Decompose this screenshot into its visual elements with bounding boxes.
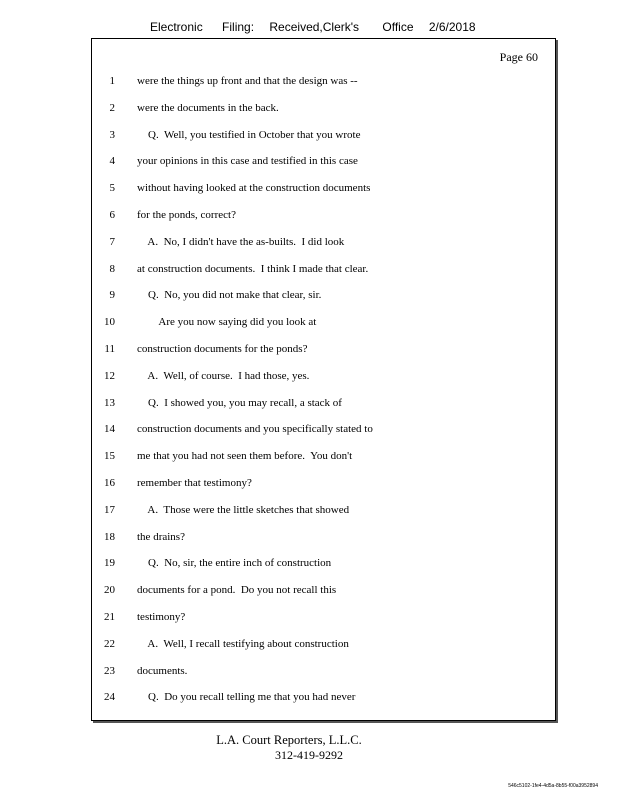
line-text: Q. No, sir, the entire inch of construction bbox=[137, 557, 332, 570]
line-number: 23 bbox=[104, 664, 115, 677]
line-text: A. Well, of course. I had those, yes. bbox=[137, 369, 310, 382]
line-number: 24 bbox=[104, 691, 115, 704]
line-number: 8 bbox=[109, 262, 115, 275]
transcript-line bbox=[91, 474, 556, 501]
line-text: your opinions in this case and testified in this case bbox=[137, 155, 358, 168]
transcript-line bbox=[91, 233, 556, 260]
filing-header-electronic: Electronic bbox=[150, 20, 203, 34]
transcript-line bbox=[91, 447, 556, 474]
line-text: Q. I showed you, you may recall, a stack of bbox=[137, 396, 342, 409]
transcript-line bbox=[91, 286, 556, 313]
line-text: testimony? bbox=[137, 610, 186, 623]
line-text: A. Well, I recall testifying about construction bbox=[137, 637, 349, 650]
line-text: Q. Well, you testified in October that you wrote bbox=[137, 128, 361, 141]
line-number: 3 bbox=[109, 128, 115, 141]
filing-header-filing: Filing: bbox=[222, 20, 255, 34]
transcript-line bbox=[91, 179, 556, 206]
line-number: 15 bbox=[104, 450, 115, 463]
line-text: documents. bbox=[137, 664, 188, 677]
transcript-line bbox=[91, 394, 556, 421]
page-number: Page 60 bbox=[499, 50, 538, 64]
line-text: construction documents and you specifically stated to bbox=[137, 423, 373, 436]
line-text: at construction documents. I think I made that clear. bbox=[137, 262, 369, 275]
line-text: Q. Do you recall telling me that you had never bbox=[137, 691, 356, 704]
footer-phone: 312-419-9292 bbox=[275, 748, 343, 762]
line-number: 16 bbox=[104, 476, 115, 489]
line-text: A. No, I didn't have the as-builts. I did look bbox=[137, 235, 345, 248]
line-text: the drains? bbox=[137, 530, 185, 543]
line-text: documents for a pond. Do you not recall this bbox=[137, 584, 337, 597]
line-number: 17 bbox=[104, 503, 115, 516]
line-text: were the things up front and that the design was -- bbox=[137, 75, 358, 87]
transcript-line bbox=[91, 608, 556, 635]
transcript-line bbox=[91, 260, 556, 287]
line-text: Q. No, you did not make that clear, sir. bbox=[137, 289, 322, 302]
line-text: A. Those were the little sketches that showed bbox=[137, 503, 350, 516]
line-number: 11 bbox=[104, 342, 115, 355]
line-text: without having looked at the construction documents bbox=[137, 182, 371, 195]
transcript-line bbox=[91, 554, 556, 581]
line-number: 7 bbox=[109, 235, 115, 248]
transcript-line bbox=[91, 126, 556, 153]
filing-header-date: 2/6/2018 bbox=[428, 20, 476, 34]
line-text: were the documents in the back. bbox=[137, 101, 279, 114]
transcript-line bbox=[91, 501, 556, 528]
line-number: 2 bbox=[109, 101, 115, 114]
transcript-line bbox=[91, 367, 556, 394]
transcript-line bbox=[91, 581, 556, 608]
transcript-line bbox=[91, 528, 556, 555]
transcript-line bbox=[91, 340, 556, 367]
transcript-line bbox=[91, 662, 556, 689]
transcript-line bbox=[91, 72, 556, 99]
line-text: Are you now saying did you look at bbox=[137, 316, 317, 329]
document-id: 546c5102-1fe4-4d5a-8b55-f00a3952894 bbox=[508, 783, 598, 789]
transcript-lines bbox=[91, 72, 556, 715]
line-number: 6 bbox=[109, 208, 115, 221]
line-number: 4 bbox=[109, 155, 115, 168]
line-number: 18 bbox=[104, 530, 115, 543]
line-number: 13 bbox=[104, 396, 115, 409]
line-text: for the ponds, correct? bbox=[137, 208, 236, 221]
transcript-line bbox=[91, 688, 556, 715]
transcript-line bbox=[91, 99, 556, 126]
transcript-line bbox=[91, 420, 556, 447]
line-number: 9 bbox=[109, 289, 115, 302]
filing-header-office: Office bbox=[382, 20, 414, 34]
line-number: 21 bbox=[104, 610, 115, 623]
transcript-line bbox=[91, 635, 556, 662]
line-text: construction documents for the ponds? bbox=[137, 342, 308, 355]
transcript-line bbox=[91, 206, 556, 233]
line-number: 10 bbox=[104, 316, 115, 329]
line-number: 1 bbox=[109, 75, 115, 87]
line-text: remember that testimony? bbox=[137, 476, 252, 489]
line-number: 19 bbox=[104, 557, 115, 570]
filing-header bbox=[150, 20, 476, 34]
line-number: 5 bbox=[109, 182, 115, 195]
line-number: 12 bbox=[104, 369, 115, 382]
transcript-line bbox=[91, 313, 556, 340]
line-number: 14 bbox=[104, 423, 115, 436]
line-number: 22 bbox=[104, 637, 115, 650]
transcript-line bbox=[91, 152, 556, 179]
line-number: 20 bbox=[104, 584, 115, 597]
filing-header-received: Received,Clerk's bbox=[269, 20, 360, 34]
line-text: me that you had not seen them before. You don't bbox=[137, 450, 353, 463]
footer-reporter-name: L.A. Court Reporters, L.L.C. bbox=[216, 733, 362, 747]
